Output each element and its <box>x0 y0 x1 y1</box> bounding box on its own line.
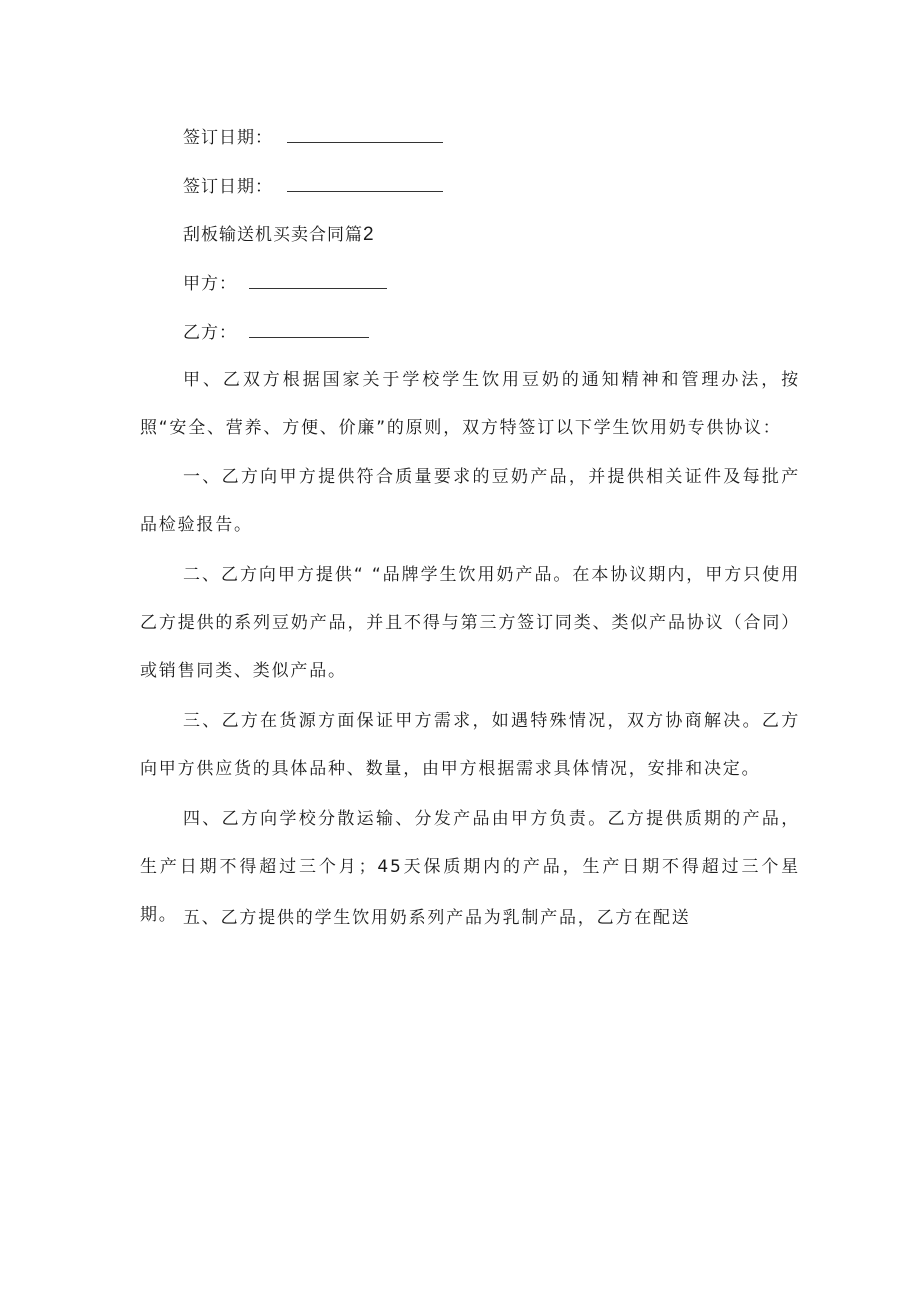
paragraph-clause-3: 三、乙方在货源方面保证甲方需求，如遇特殊情况，双方协商解决。乙方向甲方供应货的具体品种、数量，由甲方根据需求具体情况，安排和决定。 <box>140 711 800 779</box>
signing-date-blank[interactable] <box>287 126 443 143</box>
document-title-number: 2 <box>363 224 375 245</box>
paragraph-preamble: 甲、乙双方根据国家关于学校学生饮用豆奶的通知精神和管理办法，按照“安全、营养、方便、价廉”的原则，双方特签订以下学生饮用奶专供协议： <box>140 370 800 438</box>
document-title-text: 刮板输送机买卖合同篇 <box>183 225 363 245</box>
paragraph-clause-1: 一、乙方向甲方提供符合质量要求的豆奶产品，并提供相关证件及每批产品检验报告。 <box>140 467 800 535</box>
party-a-blank[interactable] <box>249 272 387 289</box>
paragraph-clause-5: 五、乙方提供的学生饮用奶系列产品为乳制产品，乙方在配送 <box>183 908 691 928</box>
party-b-field <box>183 321 369 344</box>
party-a-field <box>183 272 387 295</box>
document-title <box>183 224 375 246</box>
signing-date-label: 签订日期： <box>183 177 273 197</box>
signing-date-label: 签订日期： <box>183 128 273 148</box>
signing-date-field-1 <box>183 126 443 149</box>
party-a-label: 甲方： <box>183 274 237 294</box>
party-b-blank[interactable] <box>249 321 369 338</box>
party-b-label: 乙方： <box>183 323 237 343</box>
paragraph-clause-4: 四、乙方向学校分散运输、分发产品由甲方负责。乙方提供质期的产品，生产日期不得超过三个月；45天保质期内的产品，生产日期不得超过三个星期。 <box>140 809 800 925</box>
signing-date-field-2 <box>183 175 443 198</box>
paragraph-clause-2: 二、乙方向甲方提供“ “品牌学生饮用奶产品。在本协议期内，甲方只使用乙方提供的系列豆奶产品，并且不得与第三方签订同类、类似产品协议（合同）或销售同类、类似产品。 <box>140 565 800 681</box>
signing-date-blank[interactable] <box>287 175 443 192</box>
